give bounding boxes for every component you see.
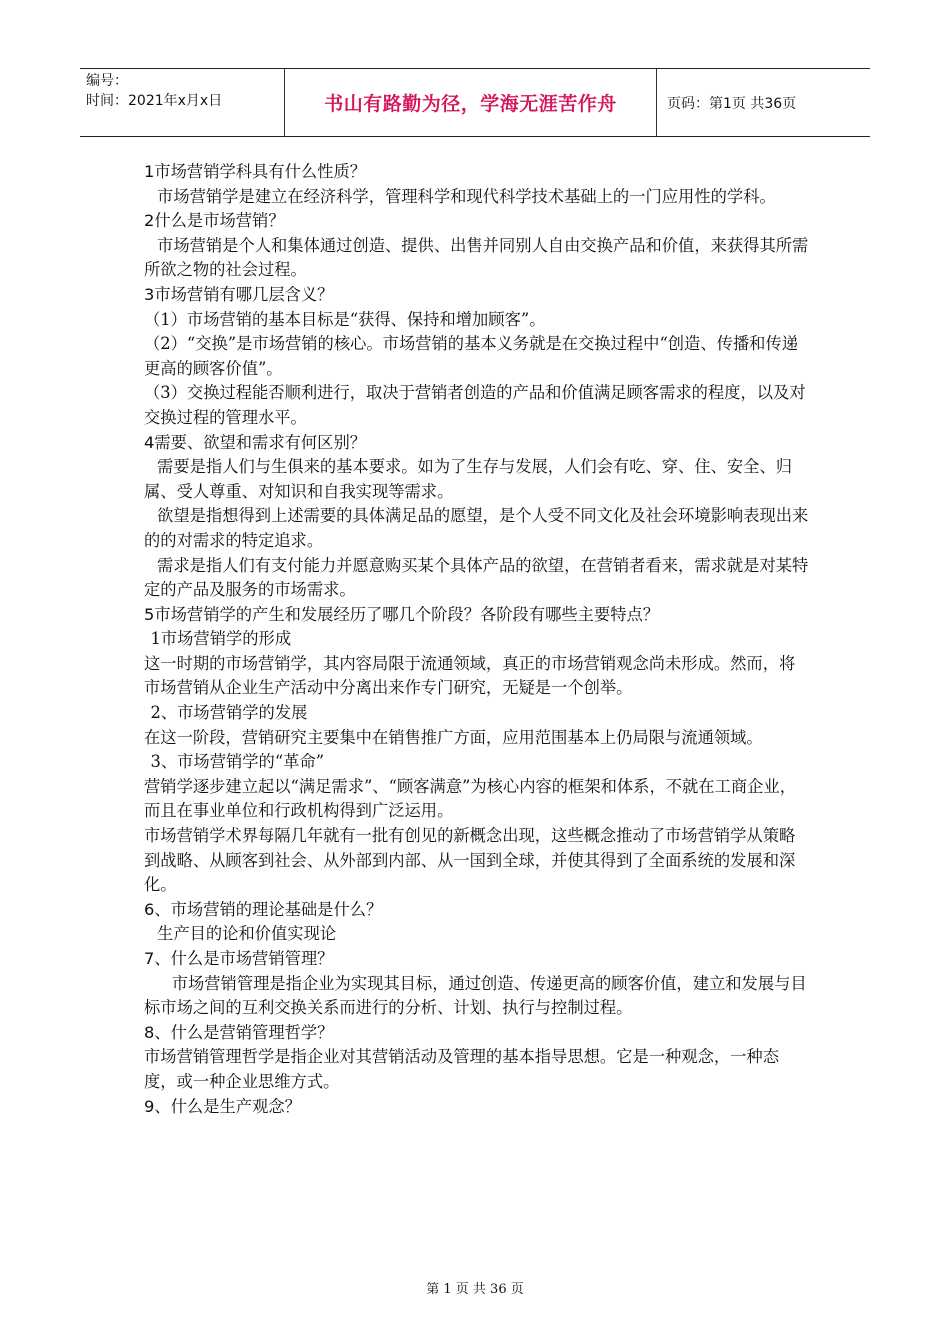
answer-paragraph: （1）市场营销的基本目标是“获得、保持和增加顾客”。 — [144, 309, 546, 329]
footer-page-number: 第 1 页 共 36 页 — [426, 1282, 524, 1297]
document-header — [80, 68, 870, 137]
header-page-info — [657, 69, 870, 136]
sub-heading: 2、市场营销学的发展 — [150, 703, 308, 723]
header-motto-cell — [285, 69, 657, 136]
document-body — [144, 160, 810, 1119]
answer-paragraph: （2）“交换”是市场营销的核心。市场营销的基本义务就是在交换过程中“创造、传播和传递更高的顾客价值”。 — [144, 334, 799, 378]
answer-paragraph: 这一时期的市场营销学，其内容局限于流通领域，真正的市场营销观念尚未形成。然而，将市场营销从企业生产活动中分离出来作专门研究，无疑是一个创举。 — [144, 653, 796, 698]
answer-paragraph: 需求是指人们有支付能力并愿意购买某个具体产品的欲望，在营销者看来，需求就是对某特定的产品及服务的市场需求。 — [144, 555, 809, 600]
answer-paragraph: 市场营销管理哲学是指企业对其营销活动及管理的基本指导思想。它是一种观念，一种态度，或一种企业思维方式。 — [144, 1047, 779, 1091]
question-heading: 7、什么是市场营销管理？ — [144, 949, 334, 968]
page-info-text: 页码：第1页 共36页 — [667, 95, 797, 112]
answer-paragraph: （3）交换过程能否顺利进行，取决于营销者创造的产品和价值满足顾客需求的程度，以及对交换过程的管理水平。 — [144, 383, 806, 427]
page-footer — [0, 1278, 950, 1297]
header-meta — [80, 69, 285, 136]
question-heading: 2什么是市场营销？ — [144, 211, 285, 231]
motto-text: 书山有路勤为径，学海无涯苦作舟 — [324, 93, 617, 115]
answer-paragraph: 欲望是指想得到上述需要的具体满足品的愿望，是个人受不同文化及社会环境影响表现出来的的对需求的特定追求。 — [144, 506, 809, 550]
sub-heading: 1市场营销学的形成 — [150, 629, 292, 649]
question-heading: 6、市场营销的理论基础是什么？ — [144, 899, 383, 919]
answer-paragraph: 市场营销学是建立在经济科学，管理科学和现代科学技术基础上的一门应用性的学科。 — [157, 186, 776, 206]
question-heading: 3市场营销有哪几层含义？ — [144, 284, 334, 304]
sub-heading: 3、市场营销学的“革命” — [150, 752, 325, 772]
answer-paragraph: 市场营销学术界每隔几年就有一批有创见的新概念出现，这些概念推动了市场营销学从策略到战略、从顾客到社会、从外部到内部、从一国到全球，并使其得到了全面系统的发展和深化。 — [144, 826, 796, 895]
question-heading: 4需要、欲望和需求有何区别？ — [144, 432, 367, 452]
answer-paragraph: 市场营销管理是指企业为实现其目标，通过创造、传递更高的顾客价值，建立和发展与目标市场之间的互利交换关系而进行的分析、计划、执行与控制过程。 — [144, 973, 807, 1018]
question-heading: 5市场营销学的产生和发展经历了哪几个阶段？各阶段有哪些主要特点？ — [144, 604, 660, 624]
time-label: 时间：2021年x月x日 — [86, 93, 223, 109]
answer-paragraph: 需要是指人们与生俱来的基本要求。如为了生存与发展，人们会有吃、穿、住、安全、归属、受人尊重、对知识和自我实现等需求。 — [144, 457, 793, 501]
number-label: 编号： — [86, 73, 128, 89]
answer-paragraph: 市场营销是个人和集体通过创造、提供、出售并同别人自由交换产品和价值，来获得其所需所欲之物的社会过程。 — [144, 235, 809, 280]
answer-paragraph: 生产目的论和价值实现论 — [157, 924, 337, 944]
answer-paragraph: 营销学逐步建立起以“满足需求”、“顾客满意”为核心内容的框架和体系，不就在工商企业，而且在事业单位和行政机构得到广泛运用。 — [144, 776, 796, 821]
question-heading: 9、什么是生产观念？ — [144, 1096, 301, 1116]
question-heading: 8、什么是营销管理哲学？ — [144, 1022, 334, 1042]
answer-paragraph: 在这一阶段，营销研究主要集中在销售推广方面，应用范围基本上仍局限与流通领域。 — [144, 727, 763, 747]
question-heading: 1市场营销学科具有什么性质？ — [144, 162, 367, 181]
